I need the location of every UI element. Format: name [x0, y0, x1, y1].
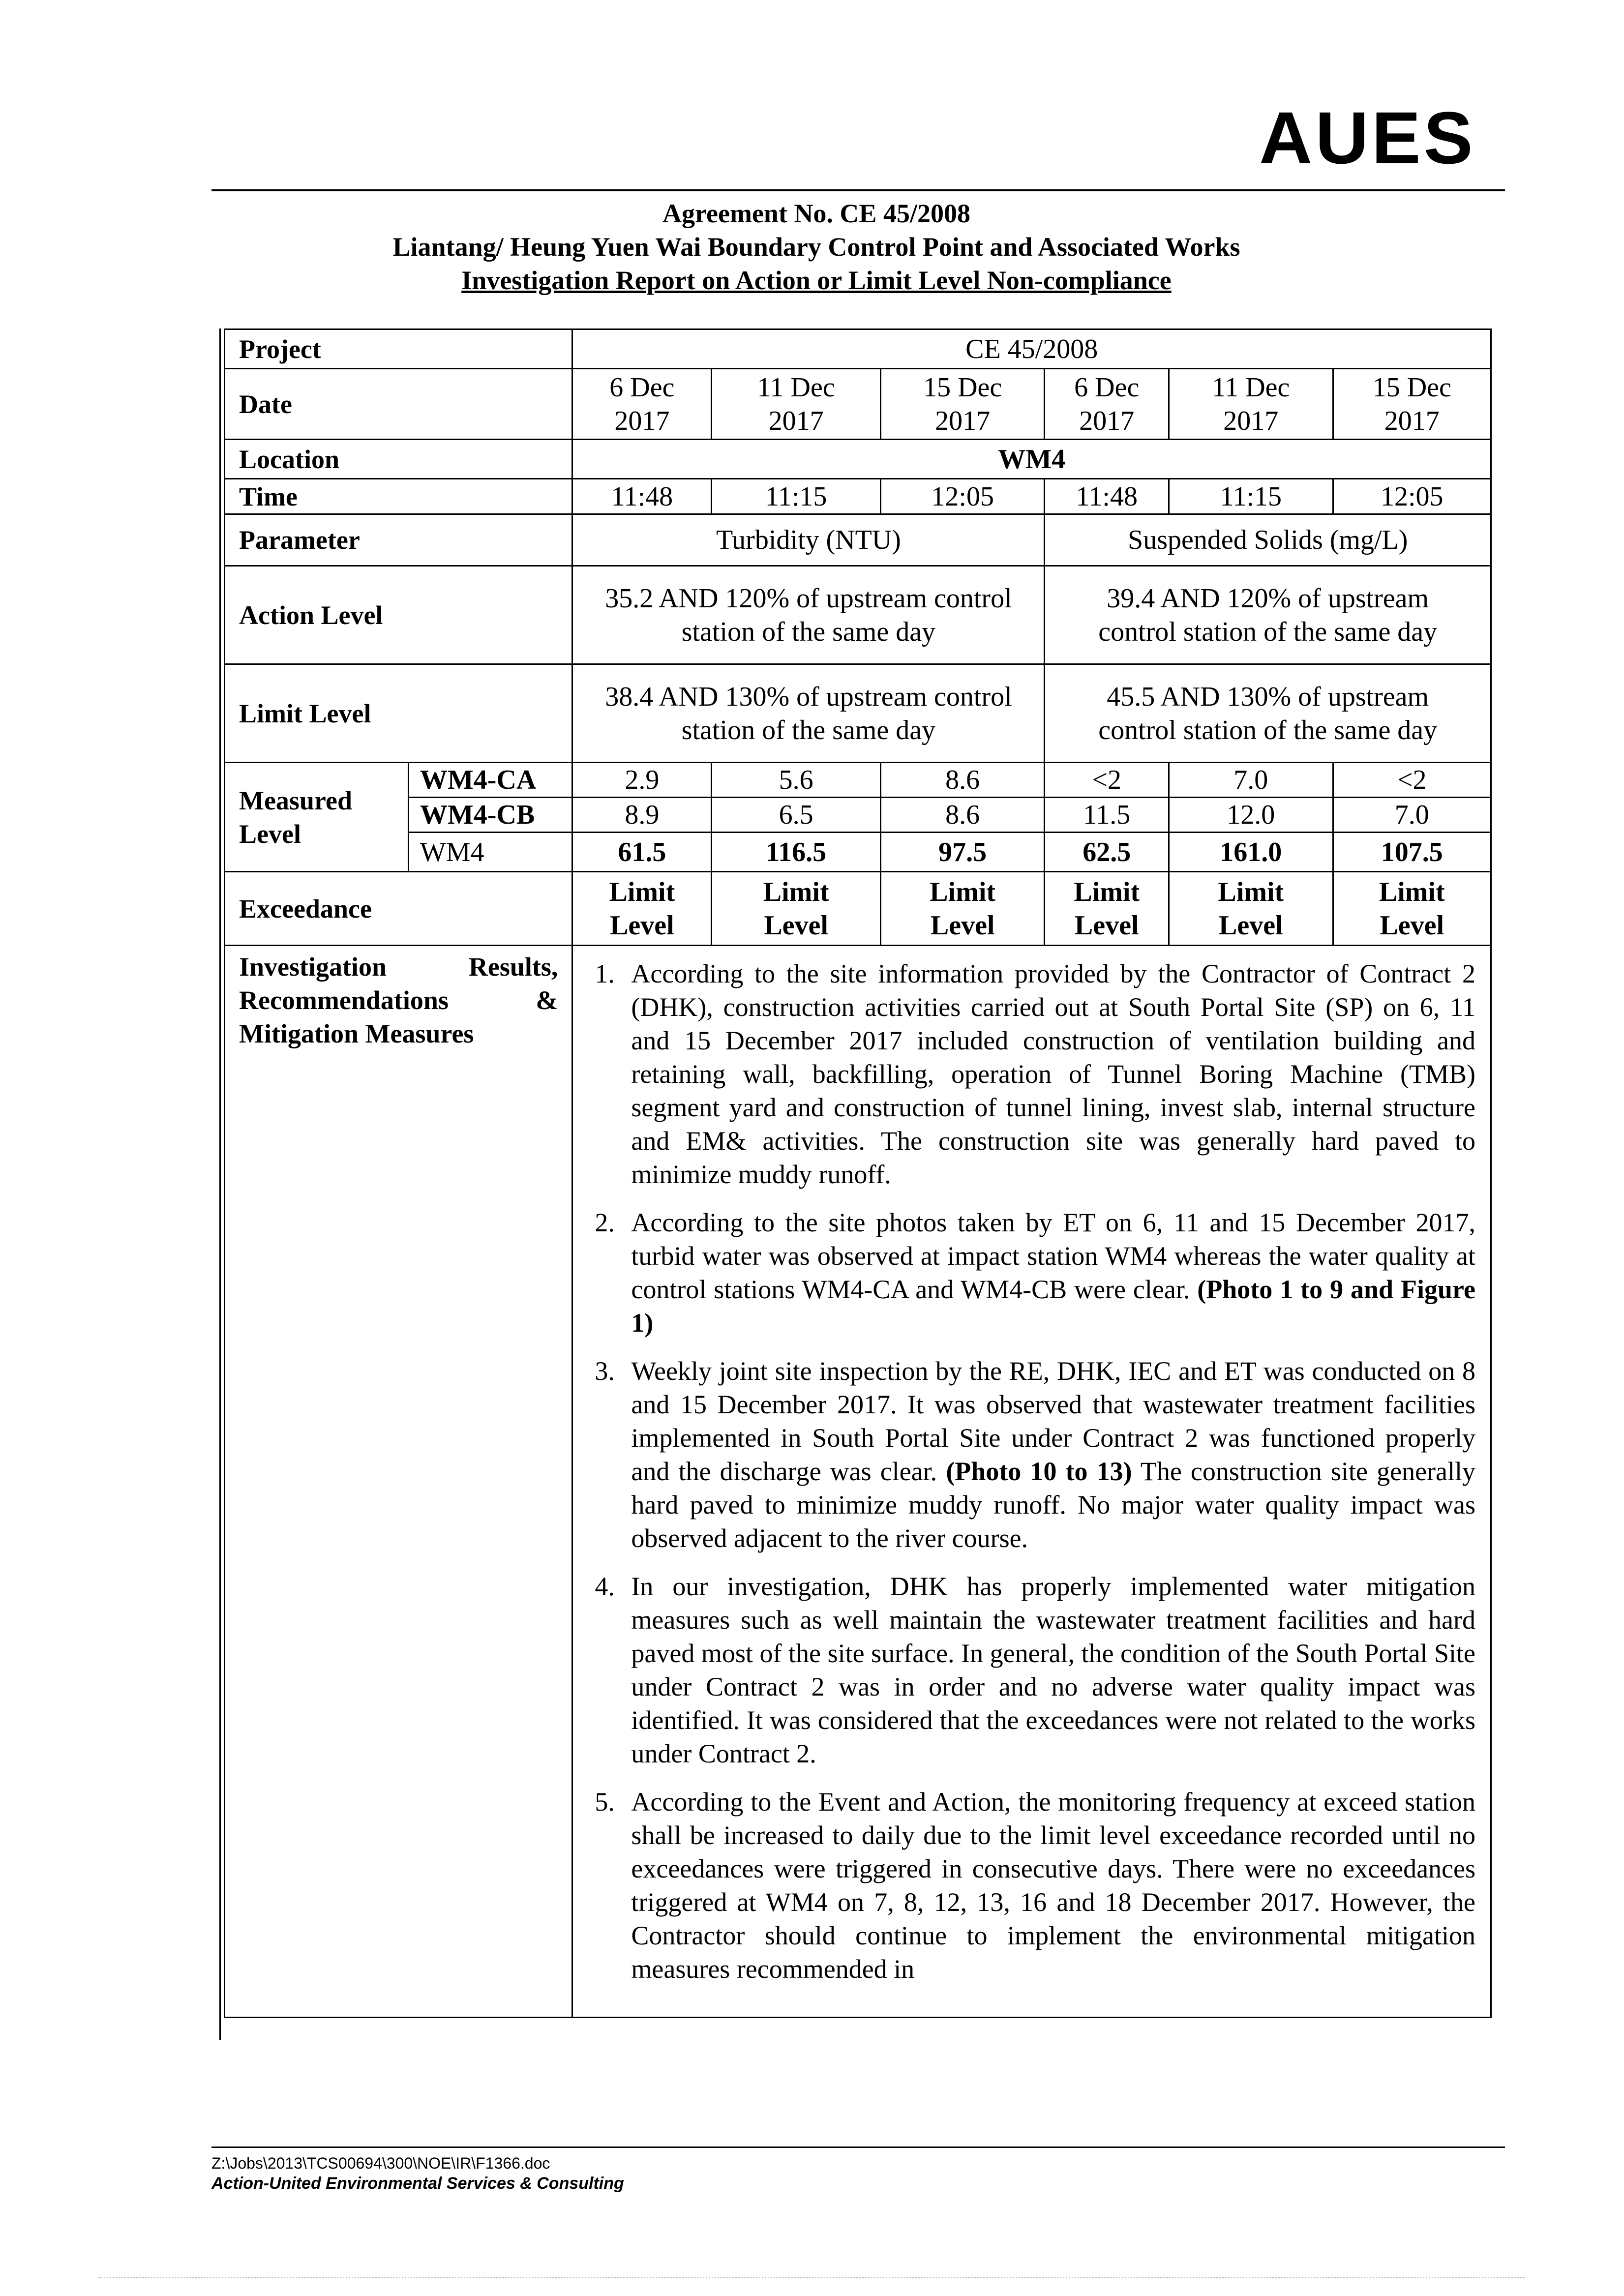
- time-cell: 11:15: [1169, 479, 1333, 514]
- measured-level-label: Measured Level: [225, 763, 409, 872]
- date-cell: 6 Dec 2017: [1045, 369, 1169, 440]
- project-label: Project: [225, 329, 572, 369]
- exceedance-cell: Limit Level: [572, 872, 712, 946]
- time-row: [225, 479, 1491, 514]
- date-cell: 6 Dec 2017: [572, 369, 712, 440]
- parameter-label: Parameter: [225, 514, 572, 566]
- parameter-suspended-solids: Suspended Solids (mg/L): [1045, 514, 1491, 566]
- project-value: CE 45/2008: [572, 329, 1491, 369]
- action-level-turbidity: 35.2 AND 120% of upstream control station of the same day: [572, 566, 1045, 664]
- measured-row-cb: [225, 798, 1491, 833]
- measured-value: 7.0: [1333, 798, 1491, 833]
- location-value: WM4: [572, 440, 1491, 479]
- limit-level-label: Limit Level: [225, 664, 572, 763]
- measured-value: 12.0: [1169, 798, 1333, 833]
- measured-value: 107.5: [1333, 833, 1491, 872]
- measured-value: 8.9: [572, 798, 712, 833]
- date-cell: 11 Dec 2017: [1169, 369, 1333, 440]
- limit-level-turbidity: 38.4 AND 130% of upstream control station of the same day: [572, 664, 1045, 763]
- measured-value: 97.5: [880, 833, 1044, 872]
- action-level-label: Action Level: [225, 566, 572, 664]
- agreement-number: Agreement No. CE 45/2008: [662, 199, 970, 228]
- measured-row-wm4: [225, 833, 1491, 872]
- date-cell: 11 Dec 2017: [712, 369, 881, 440]
- measured-value: 8.6: [880, 763, 1044, 798]
- measured-value: 62.5: [1045, 833, 1169, 872]
- report-heading: [211, 197, 1421, 297]
- station-label: WM4: [408, 833, 572, 872]
- measured-value: 2.9: [572, 763, 712, 798]
- parameter-turbidity: Turbidity (NTU): [572, 514, 1045, 566]
- exceedance-cell: Limit Level: [1169, 872, 1333, 946]
- station-label: WM4-CA: [408, 763, 572, 798]
- location-label: Location: [225, 440, 572, 479]
- table-left-frame: [219, 328, 221, 2040]
- measured-value: 8.6: [880, 798, 1044, 833]
- exceedance-cell: Limit Level: [1333, 872, 1491, 946]
- measured-value: 161.0: [1169, 833, 1333, 872]
- limit-level-row: [225, 664, 1491, 763]
- date-label: Date: [225, 369, 572, 440]
- date-cell: 15 Dec 2017: [1333, 369, 1491, 440]
- measured-value: 6.5: [712, 798, 881, 833]
- exceedance-row: [225, 872, 1491, 946]
- action-level-row: [225, 566, 1491, 664]
- measured-value: 11.5: [1045, 798, 1169, 833]
- finding-item: 3. Weekly joint site inspection by the RE, DHK, IEC and ET was conducted on 8 and 15 December 2017. It was observed that wastewater treatment facilities implemented in South Portal Site under Contract 2 was functioned properly and the discharge was clear. (Photo 10 to 13) The construction site generally hard paved to minimize muddy runoff. No major water quality impact was observed adjacent to the river course.: [595, 1356, 1475, 1553]
- exceedance-cell: Limit Level: [712, 872, 881, 946]
- scan-artifact: [98, 2277, 1525, 2281]
- finding-item: 4. In our investigation, DHK has properly implemented water mitigation measures such as well maintain the wastewater treatment facilities and hard paved most of the site surface. In general, the condition of the South Portal Site under Contract 2 was in order and no adverse water quality impact was identified. It was considered that the exceedances were not related to the works under Contract 2.: [595, 1572, 1475, 1768]
- date-row: [225, 369, 1491, 440]
- measured-value: 7.0: [1169, 763, 1333, 798]
- aues-logo: AUES: [1259, 96, 1476, 179]
- project-title: Liantang/ Heung Yuen Wai Boundary Control Point and Associated Works: [392, 232, 1240, 262]
- time-cell: 11:48: [572, 479, 712, 514]
- measured-value: 5.6: [712, 763, 881, 798]
- measured-value: <2: [1045, 763, 1169, 798]
- investigation-content: [572, 946, 1491, 2018]
- footer-company: Action-United Environmental Services & Consulting: [211, 2174, 624, 2193]
- time-cell: 12:05: [880, 479, 1044, 514]
- exceedance-label: Exceedance: [225, 872, 572, 946]
- time-label: Time: [225, 479, 572, 514]
- report-title: Investigation Report on Action or Limit Level Non-compliance: [461, 266, 1172, 295]
- measured-row-ca: [225, 763, 1491, 798]
- action-level-ss: 39.4 AND 120% of upstream control station of the same day: [1045, 566, 1491, 664]
- finding-item: 2. According to the site photos taken by ET on 6, 11 and 15 December 2017, turbid water was observed at impact station WM4 whereas the water quality at control stations WM4-CA and WM4-CB were clear. (Photo 1 to 9 and Figure 1): [595, 1208, 1476, 1338]
- footer-file-path: Z:\Jobs\2013\TCS00694\300\NOE\IR\F1366.doc: [211, 2154, 550, 2172]
- investigation-row: [225, 946, 1491, 2018]
- investigation-table: [224, 328, 1492, 2018]
- time-cell: 12:05: [1333, 479, 1491, 514]
- finding-item: 5. According to the Event and Action, the monitoring frequency at exceed station shall be increased to daily due to the limit level exceedance recorded until no exceedances were triggered in consecutive days. There were no exceedances triggered at WM4 on 7, 8, 12, 13, 16 and 18 December 2017. However, the Contractor should continue to implement the environmental mitigation measures recommended in: [595, 1787, 1475, 1984]
- parameter-row: [225, 514, 1491, 566]
- station-label: WM4-CB: [408, 798, 572, 833]
- exceedance-cell: Limit Level: [880, 872, 1044, 946]
- location-row: [225, 440, 1491, 479]
- date-cell: 15 Dec 2017: [880, 369, 1044, 440]
- findings-list: [573, 946, 1490, 1986]
- time-cell: 11:15: [712, 479, 881, 514]
- measured-value: <2: [1333, 763, 1491, 798]
- investigation-label: Investigation Results, Recommendations & Mitigation Measures: [225, 946, 572, 2018]
- header-rule: [211, 189, 1505, 191]
- time-cell: 11:48: [1045, 479, 1169, 514]
- measured-value: 116.5: [712, 833, 881, 872]
- exceedance-cell: Limit Level: [1045, 872, 1169, 946]
- project-row: [225, 329, 1491, 369]
- limit-level-ss: 45.5 AND 130% of upstream control station of the same day: [1045, 664, 1491, 763]
- footer-rule: [211, 2147, 1505, 2148]
- measured-value: 61.5: [572, 833, 712, 872]
- finding-item: 1. According to the site information provided by the Contractor of Contract 2 (DHK), construction activities carried out at South Portal Site (SP) on 6, 11 and 15 December 2017 included construction of ventilation building and retaining wall, backfilling, operation of Tunnel Boring Machine (TMB) segment yard and construction of tunnel lining, invest slab, internal structure and EM& activities. The construction site was generally hard paved to minimize muddy runoff.: [595, 959, 1475, 1189]
